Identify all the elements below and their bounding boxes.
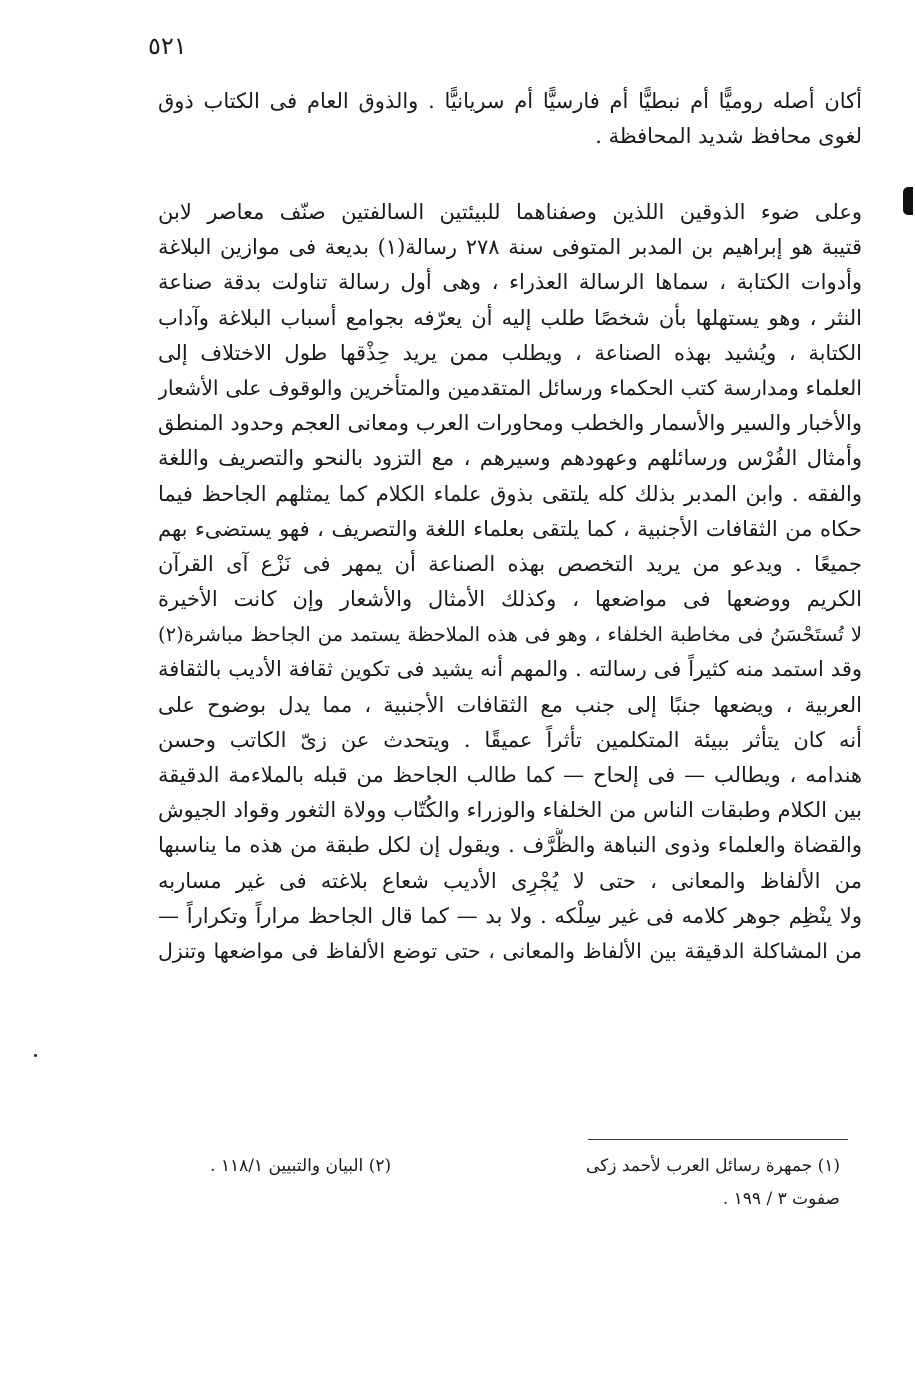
footnotes bbox=[210, 1150, 840, 1216]
text-line: وأدوات الكتابة ، سماها الرسالة العذراء ، وهى أول رسالة تناولت بدقة صناعة bbox=[158, 270, 862, 295]
text-line: العربية ، ويضعها جنبًا إلى جنب مع الثقافات الأجنبية ، مما يدل بوضوح على bbox=[158, 692, 862, 717]
text-line: أنه كان يتأثر ببيئة المتكلمين تأثراً عميقًا . ويتحدث عن زىّ الكاتب وحسن bbox=[158, 727, 862, 752]
text-line: العلماء ومدارسة كتب الحكماء ورسائل المتقدمين والمتأخرين والوقوف على الأشعار bbox=[158, 375, 862, 400]
text-line: وأمثال الفُرْس ورسائلهم وعهودهم وسيرهم ، مع التزود بالنحو والتصريف واللغة bbox=[158, 446, 862, 471]
footnote-1-continuation: صفوت ٣ / ١٩٩ . bbox=[722, 1189, 840, 1209]
text-line: قتيبة هو إبراهيم بن المدبر المتوفى سنة ٢٧٨ رسالة(١) بديعة فى موازين البلاغة bbox=[158, 235, 862, 260]
text-line: حكاه من الثقافات الأجنبية ، كما يلتقى بعلماء اللغة والتصريف ، فهو يستضىء بهم bbox=[158, 516, 862, 541]
text-line: لا تُستَحْسَنُ فى مخاطبة الخلفاء ، وهو فى هذه الملاحظة يستمد من الجاحظ مباشرة(٢) bbox=[158, 623, 862, 647]
text-line: ولا ينْظِم جوهر كلامه فى غير سِلْكه . ولا بد — كما قال الجاحظ مراراً وتكراراً — bbox=[158, 903, 862, 928]
text-line: وقد استمد منه كثيراً فى رسالته . والمهم أنه يشيد فى تكوين ثقافة الأديب بالثقافة bbox=[158, 657, 862, 682]
text-line: أكان أصله روميًّا أم نبطيًّا أم فارسيًّا أم سريانيًّا . والذوق العام فى الكتاب ذوق bbox=[158, 89, 862, 113]
text-line: من الألفاظ والمعانى ، حتى لا يُجْرِى الأديب شعاع بلاغته فى غير مساربه bbox=[158, 868, 862, 893]
text-line: من المشاكلة الدقيقة بين الألفاظ والمعانى ، حتى توضع الألفاظ فى مواضعها وتنزل bbox=[158, 938, 862, 963]
text-line: والأخبار والسير والأسمار والخطب ومحاورات العرب ومعانى العجم وحدود المنطق bbox=[158, 411, 862, 436]
text-line: جميعًا . ويدعو من يريد التخصص بهذه الصناعة أن يمهر فى نَزْع آى القرآن bbox=[158, 551, 862, 576]
footnote-2: (٢) البيان والتبيين ١١٨/١ . bbox=[210, 1156, 392, 1176]
text-line: لغوى محافظ شديد المحافظة . bbox=[595, 124, 862, 149]
text-line: بين الكلام وطبقات الناس من الخلفاء والوزراء والكُتّاب وولاة الثغور وقواد الجيوش bbox=[158, 798, 862, 823]
text-line: وعلى ضوء الذوقين اللذين وصفناهما للبيئتين السالفتين صنّف معاصر لابن bbox=[158, 200, 862, 224]
text-line: هندامه ، ويطالب — فى إلحاح — كما طالب الجاحظ من قبله بالملاءمة الدقيقة bbox=[158, 763, 862, 787]
text-line: الكريم ووضعها فى مواضعها ، وكذلك الأمثال والأشعار وإن كانت الأخيرة bbox=[158, 587, 862, 612]
text-line: والقضاة والعلماء وذوى النباهة والظُّرَّف . ويقول إن لكل طبقة من هذه ما يناسبها bbox=[158, 833, 862, 858]
footnote-1: (١) جمهرة رسائل العرب لأحمد زكى bbox=[585, 1156, 840, 1176]
text-line: والفقه . وابن المدبر بذلك كله يلتقى بذوق علماء الكلام كما يمثلهم الجاحظ فيما bbox=[158, 481, 862, 506]
text-line: الكتابة ، ويُشيد بهذه الصناعة ، ويطلب ممن يريد حِذْقها طول الاختلاف إلى bbox=[158, 340, 862, 365]
scan-speck bbox=[34, 1054, 37, 1057]
text-line: النثر ، وهو يستهلها بأن شخصًا طلب إليه أن يعرّفه بجوامع أسباب البلاغة وآداب bbox=[158, 305, 862, 330]
footnote-divider bbox=[588, 1139, 848, 1140]
paragraph-1 bbox=[158, 84, 862, 154]
page-number: ٥٢١ bbox=[148, 32, 187, 60]
paragraph-2 bbox=[158, 195, 862, 969]
margin-mark bbox=[903, 187, 913, 215]
footnote-row bbox=[210, 1150, 840, 1183]
